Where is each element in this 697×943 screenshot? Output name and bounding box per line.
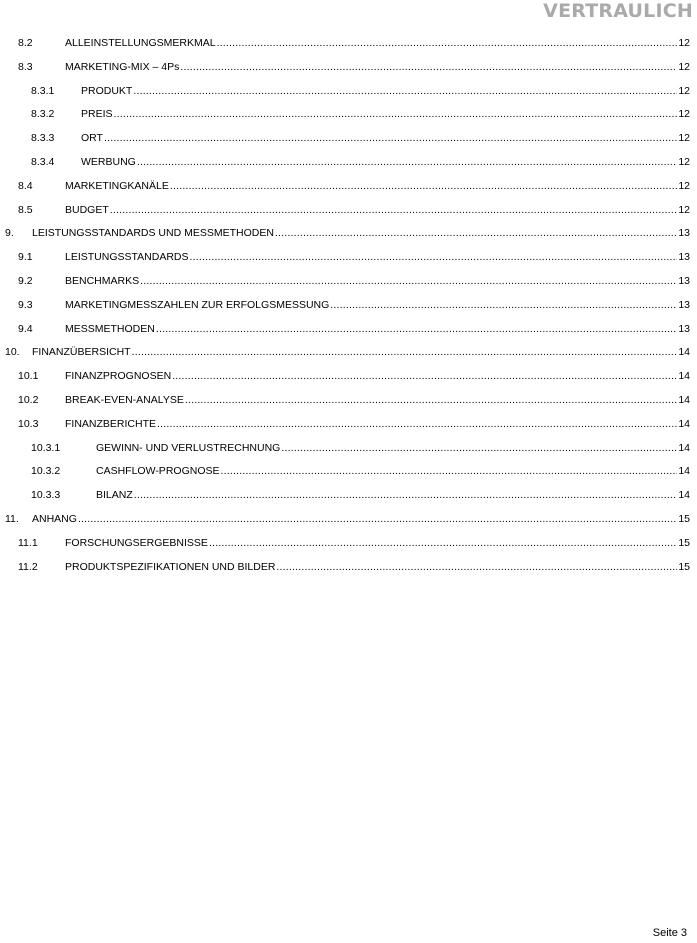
toc-entry-number: 8.2 (18, 37, 33, 49)
toc-entry-line (81, 151, 690, 175)
toc-entry-line (65, 365, 690, 389)
toc-entry-page[interactable]: 15 (678, 536, 690, 549)
toc-entry-number: 10.3 (18, 417, 39, 430)
toc-entry[interactable] (0, 413, 690, 437)
toc-entry-line (32, 222, 690, 246)
toc-entry-title[interactable]: BREAK-EVEN-ANALYSE (65, 393, 184, 406)
toc-entry-page[interactable]: 15 (678, 512, 690, 525)
toc-dot-leader (110, 199, 678, 223)
toc-entry[interactable] (0, 341, 690, 365)
toc-entry-line (81, 127, 690, 151)
toc-entry-page[interactable]: 13 (678, 251, 690, 264)
toc-entry-page[interactable]: 14 (678, 489, 690, 502)
toc-entry-line (81, 80, 690, 104)
toc-entry-title[interactable]: PRODUKT (81, 84, 133, 97)
page-number-footer: Seite 3 (652, 927, 687, 939)
toc-dot-leader (133, 80, 677, 104)
toc-entry[interactable] (0, 365, 690, 389)
toc-entry-line (65, 294, 690, 318)
toc-entry-number: 11.2 (18, 560, 38, 573)
toc-entry-line (65, 532, 690, 556)
toc-entry-line (65, 389, 690, 413)
toc-entry-page[interactable]: 13 (678, 298, 690, 311)
toc-entry-title[interactable]: ANHANG (32, 512, 77, 525)
toc-entry-page[interactable]: 12 (678, 203, 690, 216)
toc-entry-title[interactable]: FORSCHUNGSERGEBNISSE (65, 536, 208, 549)
toc-entry-title[interactable]: GEWINN- UND VERLUSTRECHNUNG (96, 441, 281, 454)
toc-entry-page[interactable]: 12 (678, 132, 690, 145)
toc-entry-number: 10.1 (18, 370, 39, 383)
toc-entry[interactable] (0, 270, 690, 294)
toc-entry[interactable] (0, 199, 690, 223)
toc-entry-number: 10. (5, 346, 20, 359)
toc-entry-number: 10.3.1 (31, 441, 61, 454)
toc-entry-title[interactable]: FINANZBERICHTE (65, 417, 157, 430)
toc-entry-page[interactable]: 12 (678, 108, 690, 121)
toc-entry-number: 8.4 (18, 179, 33, 192)
toc-entry-page[interactable]: 12 (678, 60, 690, 73)
toc-entry[interactable] (0, 556, 690, 580)
toc-entry-page[interactable]: 13 (678, 227, 690, 240)
toc-entry-number: 10.3.2 (31, 465, 61, 478)
toc-entry-number: 10.3.3 (31, 489, 61, 502)
toc-entry-number: 9.2 (18, 274, 33, 287)
toc-dot-leader (217, 32, 678, 56)
toc-dot-leader (172, 365, 677, 389)
toc-entry[interactable] (0, 32, 690, 56)
toc-entry-line (65, 32, 690, 56)
toc-entry[interactable] (0, 532, 690, 556)
toc-dot-leader (134, 484, 678, 508)
toc-entry-title[interactable]: LEISTUNGSSTANDARDS UND MESSMETHODEN (32, 227, 274, 240)
toc-dot-leader (185, 389, 677, 413)
toc-entry-page[interactable]: 12 (678, 84, 690, 97)
toc-dot-leader (330, 294, 677, 318)
toc-entry-number: 8.3 (18, 60, 33, 73)
toc-entry[interactable] (0, 80, 690, 104)
toc-dot-leader (190, 246, 678, 270)
toc-entry-number: 10.2 (18, 393, 39, 406)
toc-entry[interactable] (0, 127, 690, 151)
toc-entry-title[interactable]: PRODUKTSPEZIFIKATIONEN UND BILDER (65, 560, 276, 573)
toc-entry-line (65, 56, 690, 80)
confidential-label: VERTRAULICH (543, 0, 693, 22)
toc-dot-leader (281, 437, 677, 461)
toc-dot-leader (276, 556, 677, 580)
toc-entry-number: 9. (5, 227, 14, 240)
toc-entry-line (65, 175, 690, 199)
toc-entry-number: 9.4 (18, 322, 33, 335)
table-of-contents (0, 32, 690, 579)
toc-entry[interactable] (0, 318, 690, 342)
toc-entry-page[interactable]: 12 (678, 179, 690, 192)
toc-entry[interactable] (0, 151, 690, 175)
toc-entry-line (32, 508, 690, 532)
toc-entry[interactable] (0, 222, 690, 246)
toc-entry-page[interactable]: 14 (678, 465, 690, 478)
toc-entry-title[interactable]: BUDGET (65, 203, 109, 216)
toc-dot-leader (275, 222, 677, 246)
toc-dot-leader (156, 318, 677, 342)
toc-entry-page[interactable]: 12 (678, 37, 690, 49)
toc-entry-number: 8.5 (18, 203, 33, 216)
toc-entry-line (96, 484, 690, 508)
toc-dot-leader (132, 341, 678, 365)
toc-dot-leader (170, 175, 677, 199)
toc-entry-title[interactable]: MARKETINGMESSZAHLEN ZUR ERFOLGSMESSUNG (65, 298, 330, 311)
toc-dot-leader (114, 103, 678, 127)
toc-dot-leader (157, 413, 677, 437)
toc-entry-line (65, 246, 690, 270)
toc-entry-title[interactable]: WERBUNG (81, 155, 136, 168)
toc-entry[interactable] (0, 294, 690, 318)
toc-entry-number: 8.3.4 (31, 155, 55, 168)
toc-entry-line (65, 413, 690, 437)
toc-dot-leader (180, 56, 677, 80)
toc-entry-line (65, 270, 690, 294)
toc-entry-line (96, 437, 690, 461)
toc-dot-leader (78, 508, 677, 532)
toc-entry-page[interactable]: 14 (678, 370, 690, 383)
toc-entry-page[interactable]: 12 (678, 155, 690, 168)
toc-entry-page[interactable]: 15 (678, 560, 690, 573)
toc-entry-number: 8.3.3 (31, 132, 55, 145)
toc-entry-page[interactable]: 14 (678, 393, 690, 406)
toc-entry-line (65, 199, 690, 223)
toc-entry-title[interactable]: MESSMETHODEN (65, 322, 155, 335)
toc-entry[interactable] (0, 389, 690, 413)
toc-entry[interactable] (0, 437, 690, 461)
toc-entry-page[interactable]: 13 (678, 274, 690, 287)
toc-dot-leader (140, 270, 677, 294)
toc-entry[interactable] (0, 484, 690, 508)
toc-entry-page[interactable]: 14 (678, 417, 690, 430)
toc-entry-title[interactable]: CASHFLOW-PROGNOSE (96, 465, 220, 478)
toc-entry-page[interactable]: 13 (678, 322, 690, 335)
toc-entry-line (65, 556, 690, 580)
toc-dot-leader (137, 151, 677, 175)
toc-entry[interactable] (0, 103, 690, 127)
toc-entry-number: 11. (5, 512, 19, 525)
toc-dot-leader (104, 127, 677, 151)
toc-entry-line (65, 318, 690, 342)
toc-entry-number: 8.3.2 (31, 108, 55, 121)
toc-entry-title[interactable]: BILANZ (96, 489, 133, 502)
toc-entry-title[interactable]: MARKETING-MIX – 4Ps (65, 60, 180, 73)
toc-entry-title[interactable]: FINANZPROGNOSEN (65, 370, 172, 383)
toc-entry-title[interactable]: ALLEINSTELLUNGSMERKMAL (65, 37, 216, 49)
toc-entry-line (96, 460, 690, 484)
toc-dot-leader (209, 532, 677, 556)
toc-entry-line (81, 103, 690, 127)
toc-entry[interactable] (0, 246, 690, 270)
toc-entry-page[interactable]: 14 (678, 441, 690, 454)
toc-dot-leader (221, 460, 678, 484)
toc-entry-title[interactable]: MARKETINGKANÄLE (65, 179, 169, 192)
toc-entry-title[interactable]: ORT (81, 132, 103, 145)
toc-entry-line (32, 341, 690, 365)
toc-entry-number: 11.1 (18, 536, 38, 549)
toc-entry[interactable] (0, 508, 690, 532)
toc-entry[interactable] (0, 175, 690, 199)
toc-entry[interactable] (0, 460, 690, 484)
toc-entry-title[interactable]: BENCHMARKS (65, 274, 140, 287)
toc-entry-title[interactable]: FINANZÜBERSICHT (32, 346, 131, 359)
toc-entry-number: 8.3.1 (31, 84, 55, 97)
toc-entry-page[interactable]: 14 (678, 346, 690, 359)
toc-entry[interactable] (0, 56, 690, 80)
toc-entry-number: 9.3 (18, 298, 33, 311)
toc-entry-title[interactable]: LEISTUNGSSTANDARDS (65, 251, 189, 264)
toc-entry-title[interactable]: PREIS (81, 108, 113, 121)
toc-entry-number: 9.1 (18, 251, 33, 264)
